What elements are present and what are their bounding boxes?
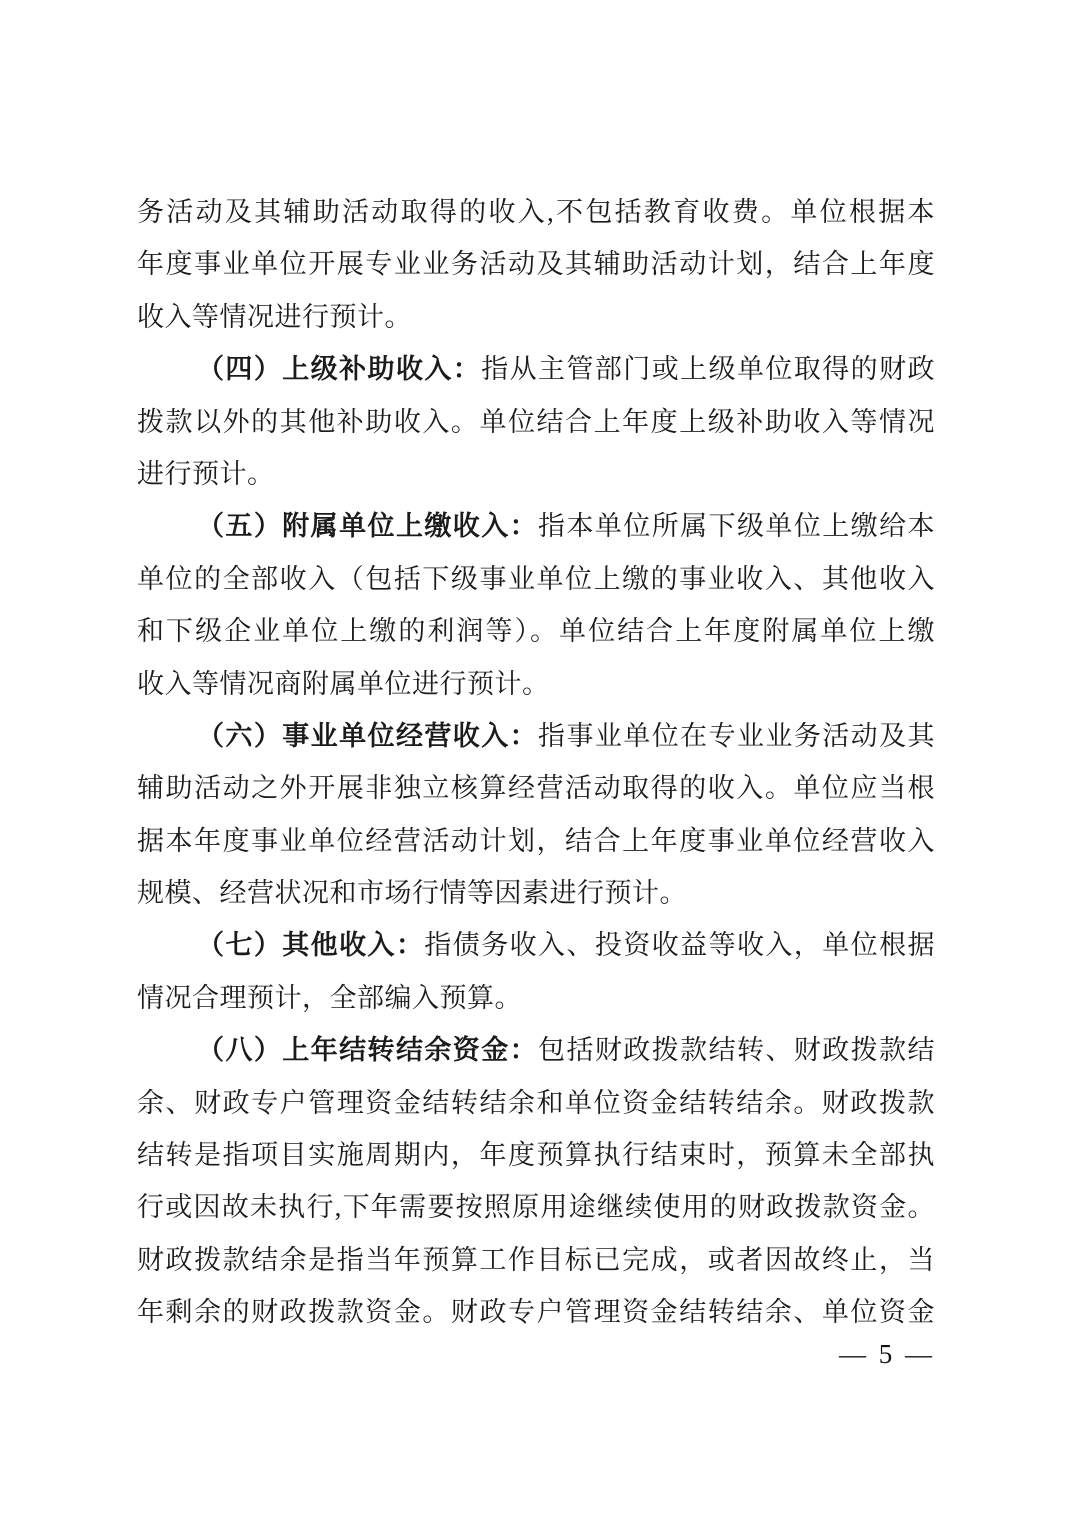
text-line	[137, 291, 935, 343]
text-line	[137, 553, 935, 605]
text-line	[137, 658, 935, 710]
heading-segment: （七）其他收入：	[197, 930, 425, 961]
body-segment: 情况合理预计，全部编入预算。	[137, 982, 522, 1013]
body-segment: 收入等情况商附属单位进行预计。	[137, 668, 550, 699]
body-segment: 单位的全部收入（包括下级事业单位上缴的事业收入、其他收入	[137, 563, 935, 594]
text-line	[137, 1234, 935, 1286]
heading-segment: （四）上级补助收入：	[197, 354, 482, 385]
body-segment: 指债务收入、投资收益等收入，单位根据	[424, 930, 935, 961]
body-segment: 财政拨款结余是指当年预算工作目标已完成，或者因故终止，当	[137, 1244, 935, 1275]
body-segment: 指本单位所属下级单位上缴给本	[538, 511, 935, 542]
heading-segment: （五）附属单位上缴收入：	[197, 511, 539, 542]
body-segment: 据本年度事业单位经营活动计划，结合上年度事业单位经营收入	[137, 825, 935, 856]
heading-segment: （六）事业单位经营收入：	[197, 720, 539, 751]
body-segment: 指从主管部门或上级单位取得的财政	[481, 354, 935, 385]
body-segment: 行或因故未执行,下年需要按照原用途继续使用的财政拨款资金。	[137, 1192, 935, 1223]
body-segment: 年剩余的财政拨款资金。财政专户管理资金结转结余、单位资金	[137, 1297, 935, 1328]
text-line	[137, 1129, 935, 1181]
text-line	[137, 919, 935, 971]
text-line	[137, 815, 935, 867]
text-line	[137, 972, 935, 1024]
text-line	[137, 238, 935, 290]
text-line	[137, 1024, 935, 1076]
body-segment: 务活动及其辅助活动取得的收入,不包括教育收费。单位根据本	[137, 197, 935, 227]
text-line	[137, 762, 935, 814]
text-line	[137, 448, 935, 500]
body-segment: 余、财政专户管理资金结转结余和单位资金结转结余。财政拨款	[137, 1087, 935, 1118]
text-line	[137, 186, 935, 238]
body-segment: 进行预计。	[137, 458, 275, 489]
text-line	[137, 1181, 935, 1233]
body-segment: 辅助活动之外开展非独立核算经营活动取得的收入。单位应当根	[137, 773, 935, 804]
text-line	[137, 867, 935, 919]
heading-segment: （八）上年结转结余资金：	[197, 1035, 539, 1066]
page-number: — 5 —	[839, 1339, 935, 1369]
text-line	[137, 710, 935, 762]
body-segment: 收入等情况进行预计。	[137, 301, 412, 332]
document-body	[137, 186, 935, 1339]
body-segment: 结转是指项目实施周期内，年度预算执行结束时，预算未全部执	[137, 1140, 935, 1171]
body-segment: 包括财政拨款结转、财政拨款结	[538, 1035, 935, 1066]
body-segment: 和下级企业单位上缴的利润等）。单位结合上年度附属单位上缴	[137, 616, 935, 647]
text-line	[137, 396, 935, 448]
text-line	[137, 605, 935, 657]
body-segment: 规模、经营状况和市场行情等因素进行预计。	[137, 878, 687, 909]
text-line	[137, 500, 935, 552]
body-segment: 拨款以外的其他补助收入。单位结合上年度上级补助收入等情况	[137, 406, 935, 437]
text-line	[137, 1077, 935, 1129]
body-segment: 年度事业单位开展专业业务活动及其辅助活动计划，结合上年度	[137, 249, 935, 280]
text-line	[137, 343, 935, 395]
text-line	[137, 1286, 935, 1338]
body-segment: 指事业单位在专业业务活动及其	[538, 720, 935, 751]
